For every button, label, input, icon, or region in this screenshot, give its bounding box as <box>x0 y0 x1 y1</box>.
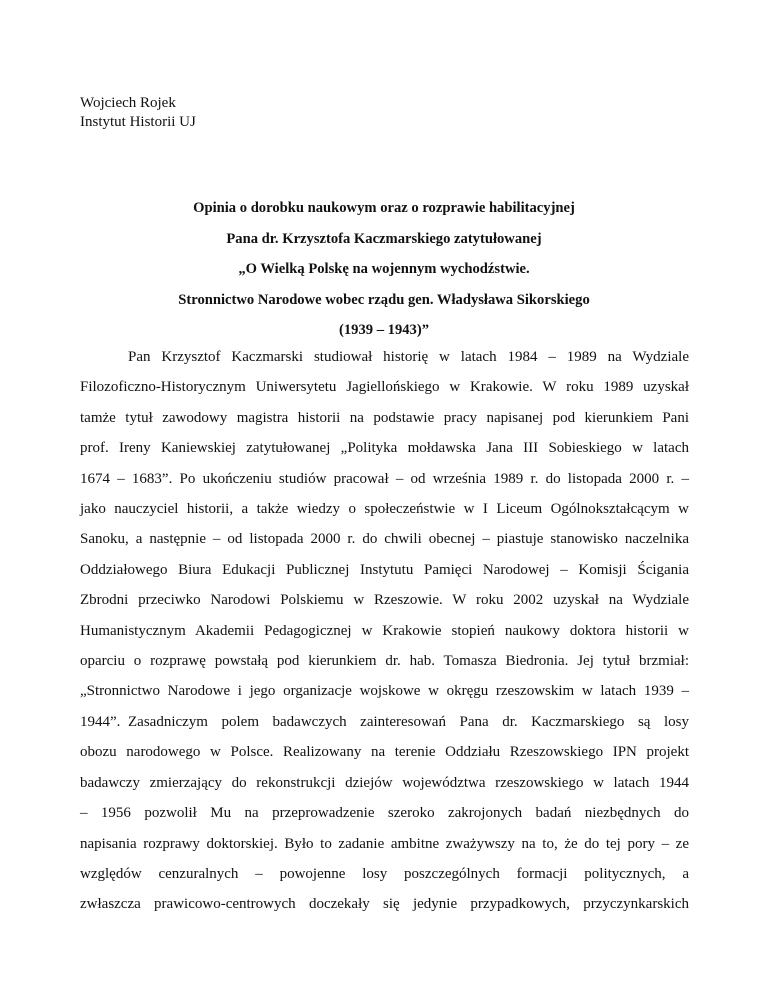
text-line: Filozoficzno-Historycznym Uniwersytetu Jagiellońskiego w Krakowie. W roku 1989 uzyskał <box>80 379 689 396</box>
text-line: oparciu o rozprawę powstałą pod kierunkiem dr. hab. Tomasza Biedronia. Jej tytuł brzmiał: <box>80 652 689 669</box>
paragraph-2 <box>80 707 689 920</box>
text-line: „Stronnictwo Narodowe i jego organizacje wojskowe w okręgu rzeszowskim w latach 1939 – <box>80 683 689 700</box>
text-line: zwłaszcza prawicowo-centrowych doczekały się jedynie przypadkowych, przyczynkarskich <box>80 896 689 913</box>
author-name: Wojciech Rojek <box>80 95 176 111</box>
title-line: Stronnictwo Narodowe wobec rządu gen. Władysława Sikorskiego <box>178 291 590 308</box>
title-line: Opinia o dorobku naukowym oraz o rozprawie habilitacyjnej <box>193 200 575 216</box>
text-line: względów cenzuralnych – powojenne losy poszczególnych formacji politycznych, a <box>80 865 689 882</box>
text-line: obozu narodowego w Polsce. Realizowany na terenie Oddziału Rzeszowskiego IPN projekt <box>80 744 689 761</box>
text-line: Sanoku, a następnie – od listopada 2000 r. do chwili obecnej – piastuje stanowisko naczelnika <box>80 531 689 548</box>
title-line: (1939 – 1943)” <box>339 322 429 338</box>
text-line: badawczy zmierzający do rekonstrukcji dziejów województwa rzeszowskiego w latach 1944 <box>80 774 689 791</box>
text-line: jako nauczyciel historii, a także wiedzy o społeczeństwie w I Liceum Ogólnokształcącym w <box>80 500 689 517</box>
text-line: napisania rozprawy doktorskiej. Było to zadanie ambitne zważywszy na to, że do tej pory – ze <box>80 835 689 852</box>
document-title <box>80 193 688 346</box>
text-line: Humanistycznym Akademii Pedagogicznej w Krakowie stopień naukowy doktora historii w <box>80 622 689 639</box>
paragraph-1 <box>80 342 689 737</box>
text-line: Pan Krzysztof Kaczmarski studiował historię w latach 1984 – 1989 na Wydziale <box>128 349 689 365</box>
author-block <box>80 94 196 132</box>
title-line: Pana dr. Krzysztofa Kaczmarskiego zatytułowanej <box>226 230 542 247</box>
text-line: Zbrodni przeciwko Narodowi Polskiemu w Rzeszowie. W roku 2002 uzyskał na Wydziale <box>80 592 689 609</box>
text-line: – 1956 pozwolił Mu na przeprowadzenie szeroko zakrojonych badań niezbędnych do <box>80 805 689 822</box>
author-institution: Instytut Historii UJ <box>80 114 196 130</box>
text-line: 1674 – 1683”. Po ukończeniu studiów pracował – od września 1989 r. do listopada 2000 r. – <box>80 470 689 487</box>
text-line: prof. Ireny Kaniewskiej zatytułowanej „Polityka mołdawska Jana III Sobieskiego w latach <box>80 440 689 457</box>
title-line: „O Wielką Polskę na wojennym wychodźstwie. <box>238 261 530 277</box>
text-line: Zasadniczym polem badawczych zainteresowań Pana dr. Kaczmarskiego są losy <box>128 714 689 730</box>
text-line: 1944”. <box>80 713 121 730</box>
text-line: Oddziałowego Biura Edukacji Publicznej Instytutu Pamięci Narodowej – Komisji Ścigania <box>80 561 689 578</box>
text-line: tamże tytuł zawodowy magistra historii na podstawie pracy napisanej pod kierunkiem Pani <box>80 409 689 426</box>
